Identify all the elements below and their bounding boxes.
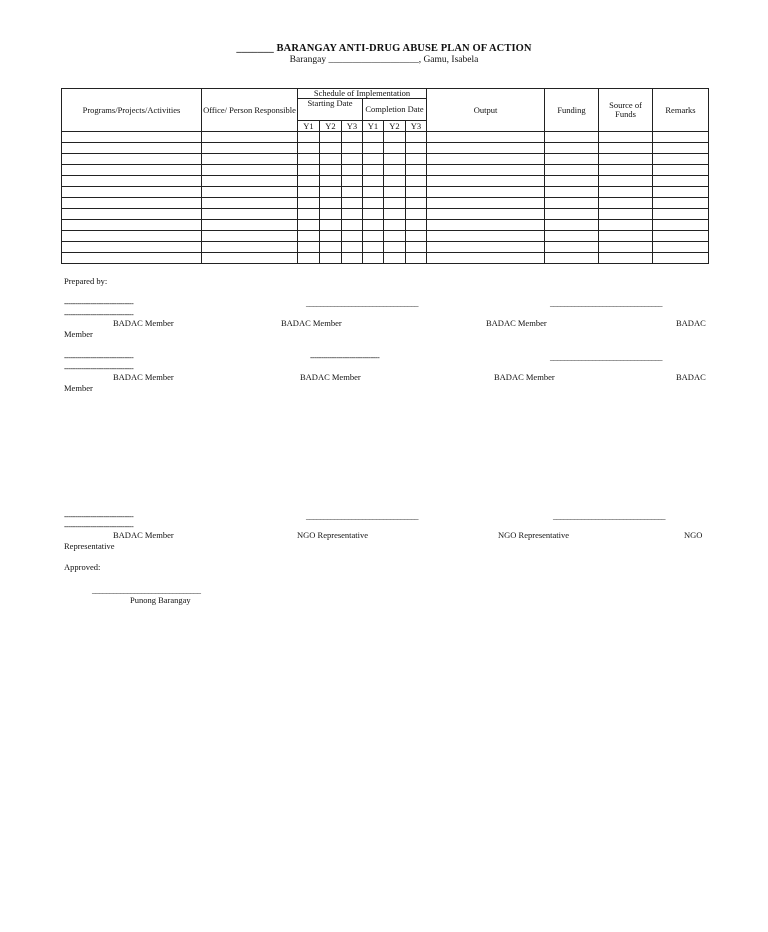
- table-cell: [298, 231, 320, 242]
- table-cell: [406, 231, 427, 242]
- table-cell: [62, 143, 202, 154]
- table-cell: [427, 198, 545, 209]
- table-cell: [202, 220, 298, 231]
- header-start-y2: Y2: [320, 121, 342, 132]
- signatory-label: NGO Representative: [297, 530, 369, 540]
- header-office: Office/ Person Responsible: [202, 89, 298, 132]
- table-cell: [298, 209, 320, 220]
- table-cell: [653, 154, 709, 165]
- table-cell: [427, 253, 545, 264]
- table-cell: [545, 154, 599, 165]
- signatory-label: BADAC Member: [486, 318, 547, 328]
- signatory-label: BADAC Member: [494, 372, 555, 382]
- table-cell: [384, 231, 406, 242]
- table-cell: [599, 187, 653, 198]
- signature-line: --------------------------------: [64, 299, 134, 308]
- header-source: Source of Funds: [599, 89, 653, 132]
- table-cell: [406, 253, 427, 264]
- action-plan-table: [61, 88, 709, 264]
- table-cell: [320, 143, 342, 154]
- table-cell: [342, 253, 363, 264]
- table-cell: [384, 209, 406, 220]
- table-cell: [342, 132, 363, 143]
- signatory-label: BADAC: [676, 318, 706, 328]
- signature-line: ________________________________: [550, 353, 662, 362]
- table-cell: [599, 220, 653, 231]
- table-cell: [406, 165, 427, 176]
- table-cell: [653, 220, 709, 231]
- signatory-label: Member: [64, 329, 93, 339]
- table-cell: [599, 165, 653, 176]
- signatory-label: BADAC Member: [281, 318, 342, 328]
- signatory-label: NGO: [684, 530, 703, 540]
- approved-label: Approved:: [64, 562, 101, 572]
- table-cell: [298, 143, 320, 154]
- signature-line: ________________________________: [550, 299, 662, 308]
- table-cell: [363, 132, 384, 143]
- table-row: [62, 132, 709, 143]
- signature-line: ________________________________: [553, 512, 665, 521]
- table-cell: [202, 154, 298, 165]
- table-cell: [320, 209, 342, 220]
- signatory-label: BADAC: [676, 372, 706, 382]
- signatory-label: BADAC Member: [113, 530, 174, 540]
- signatory-label: BADAC Member: [113, 372, 174, 382]
- table-cell: [427, 220, 545, 231]
- table-cell: [599, 154, 653, 165]
- header-schedule: Schedule of Implementation: [298, 89, 427, 99]
- table-cell: [406, 143, 427, 154]
- table-cell: [298, 176, 320, 187]
- table-cell: [406, 154, 427, 165]
- table-cell: [363, 154, 384, 165]
- table-cell: [202, 231, 298, 242]
- table-cell: [653, 176, 709, 187]
- table-cell: [363, 176, 384, 187]
- table-cell: [427, 132, 545, 143]
- table-cell: [653, 143, 709, 154]
- table-cell: [320, 187, 342, 198]
- header-completion-date: Completion Date: [363, 99, 427, 121]
- table-cell: [320, 132, 342, 143]
- table-cell: [545, 231, 599, 242]
- table-cell: [427, 209, 545, 220]
- table-cell: [427, 187, 545, 198]
- table-cell: [653, 198, 709, 209]
- signature-line: --------------------------------: [64, 310, 134, 319]
- table-cell: [342, 143, 363, 154]
- document-subtitle: Barangay ___________________, Gamu, Isabela: [289, 55, 479, 65]
- table-row: [62, 242, 709, 253]
- header-remarks: Remarks: [653, 89, 709, 132]
- table-cell: [384, 154, 406, 165]
- table-cell: [298, 154, 320, 165]
- table-cell: [653, 231, 709, 242]
- table-cell: [320, 242, 342, 253]
- table-cell: [427, 143, 545, 154]
- table-cell: [384, 132, 406, 143]
- table-cell: [545, 187, 599, 198]
- table-cell: [363, 253, 384, 264]
- table-cell: [62, 176, 202, 187]
- table-cell: [320, 176, 342, 187]
- header-start-y3: Y3: [342, 121, 363, 132]
- table-cell: [406, 132, 427, 143]
- table-cell: [342, 198, 363, 209]
- table-cell: [62, 187, 202, 198]
- table-cell: [384, 165, 406, 176]
- table-cell: [363, 165, 384, 176]
- table-cell: [545, 209, 599, 220]
- table-cell: [320, 231, 342, 242]
- table-cell: [427, 165, 545, 176]
- signatory-label: Representative: [64, 541, 115, 551]
- header-complete-y2: Y2: [384, 121, 406, 132]
- table-cell: [342, 209, 363, 220]
- table-cell: [298, 253, 320, 264]
- table-cell: [545, 198, 599, 209]
- header-programs: Programs/Projects/Activities: [62, 89, 202, 132]
- table-cell: [363, 209, 384, 220]
- table-cell: [363, 220, 384, 231]
- table-cell: [298, 220, 320, 231]
- table-cell: [545, 143, 599, 154]
- header-complete-y1: Y1: [363, 121, 384, 132]
- signatory-label: BADAC Member: [113, 318, 174, 328]
- table-cell: [62, 253, 202, 264]
- table-cell: [320, 198, 342, 209]
- table-cell: [62, 154, 202, 165]
- table-cell: [599, 198, 653, 209]
- table-cell: [653, 187, 709, 198]
- signature-line: --------------------------------: [64, 364, 134, 373]
- table-row: [62, 165, 709, 176]
- table-cell: [406, 242, 427, 253]
- table-row: [62, 143, 709, 154]
- table-row: [62, 154, 709, 165]
- table-cell: [384, 143, 406, 154]
- approver-signature-line: _______________________________: [92, 586, 201, 595]
- signature-line: ________________________________: [306, 512, 418, 521]
- table-cell: [599, 132, 653, 143]
- table-row: [62, 253, 709, 264]
- table-cell: [320, 220, 342, 231]
- table-cell: [427, 242, 545, 253]
- table-cell: [298, 165, 320, 176]
- header-funding: Funding: [545, 89, 599, 132]
- table-cell: [342, 242, 363, 253]
- table-cell: [599, 231, 653, 242]
- table-cell: [202, 165, 298, 176]
- table-cell: [406, 220, 427, 231]
- table-cell: [202, 143, 298, 154]
- table-cell: [342, 176, 363, 187]
- signature-line: --------------------------------: [310, 353, 380, 362]
- table-cell: [202, 187, 298, 198]
- table-cell: [653, 242, 709, 253]
- table-cell: [599, 253, 653, 264]
- table-cell: [320, 154, 342, 165]
- table-cell: [62, 132, 202, 143]
- table-cell: [298, 187, 320, 198]
- table-cell: [406, 187, 427, 198]
- table-cell: [545, 220, 599, 231]
- table-cell: [653, 209, 709, 220]
- table-cell: [342, 154, 363, 165]
- table-cell: [653, 253, 709, 264]
- table-cell: [406, 209, 427, 220]
- table-row: [62, 198, 709, 209]
- table-cell: [342, 231, 363, 242]
- prepared-by-label: Prepared by:: [64, 276, 108, 286]
- table-cell: [384, 176, 406, 187]
- table-cell: [62, 231, 202, 242]
- table-cell: [202, 242, 298, 253]
- signature-line: --------------------------------: [64, 512, 134, 521]
- table-cell: [384, 253, 406, 264]
- table-cell: [342, 165, 363, 176]
- header-starting-date: Starting Date: [298, 99, 363, 121]
- table-cell: [545, 132, 599, 143]
- signatory-label: BADAC Member: [300, 372, 361, 382]
- header-complete-y3: Y3: [406, 121, 427, 132]
- signature-line: --------------------------------: [64, 353, 134, 362]
- table-cell: [545, 242, 599, 253]
- table-cell: [298, 132, 320, 143]
- table-cell: [384, 187, 406, 198]
- signatory-label: Member: [64, 383, 93, 393]
- table-cell: [599, 143, 653, 154]
- signatory-label: NGO Representative: [498, 530, 570, 540]
- table-row: [62, 220, 709, 231]
- table-cell: [342, 187, 363, 198]
- table-cell: [599, 209, 653, 220]
- table-cell: [62, 242, 202, 253]
- table-cell: [363, 198, 384, 209]
- table-cell: [653, 165, 709, 176]
- table-cell: [363, 231, 384, 242]
- table-cell: [298, 242, 320, 253]
- table-cell: [62, 198, 202, 209]
- table-cell: [342, 220, 363, 231]
- table-cell: [653, 132, 709, 143]
- table-row: [62, 187, 709, 198]
- table-cell: [384, 198, 406, 209]
- table-cell: [62, 220, 202, 231]
- table-cell: [384, 220, 406, 231]
- table-cell: [202, 198, 298, 209]
- signature-line: ________________________________: [306, 299, 418, 308]
- table-cell: [320, 253, 342, 264]
- table-row: [62, 176, 709, 187]
- table-cell: [384, 242, 406, 253]
- table-cell: [202, 132, 298, 143]
- table-cell: [202, 176, 298, 187]
- header-start-y1: Y1: [298, 121, 320, 132]
- table-cell: [427, 176, 545, 187]
- table-row: [62, 231, 709, 242]
- table-cell: [545, 176, 599, 187]
- table-cell: [427, 154, 545, 165]
- table-cell: [545, 165, 599, 176]
- approver-title: Punong Barangay: [130, 595, 191, 605]
- signature-line: --------------------------------: [64, 522, 134, 531]
- table-cell: [363, 143, 384, 154]
- table-cell: [363, 242, 384, 253]
- table-cell: [202, 253, 298, 264]
- table-cell: [62, 209, 202, 220]
- table-cell: [62, 165, 202, 176]
- table-cell: [545, 253, 599, 264]
- document-title: _______ BARANGAY ANTI-DRUG ABUSE PLAN OF ACTION: [236, 43, 532, 54]
- table-cell: [298, 198, 320, 209]
- table-row: [62, 209, 709, 220]
- table-cell: [202, 209, 298, 220]
- table-cell: [406, 198, 427, 209]
- table-cell: [599, 176, 653, 187]
- table-cell: [363, 187, 384, 198]
- table-cell: [320, 165, 342, 176]
- table-cell: [406, 176, 427, 187]
- table-cell: [427, 231, 545, 242]
- table-cell: [599, 242, 653, 253]
- header-output: Output: [427, 89, 545, 132]
